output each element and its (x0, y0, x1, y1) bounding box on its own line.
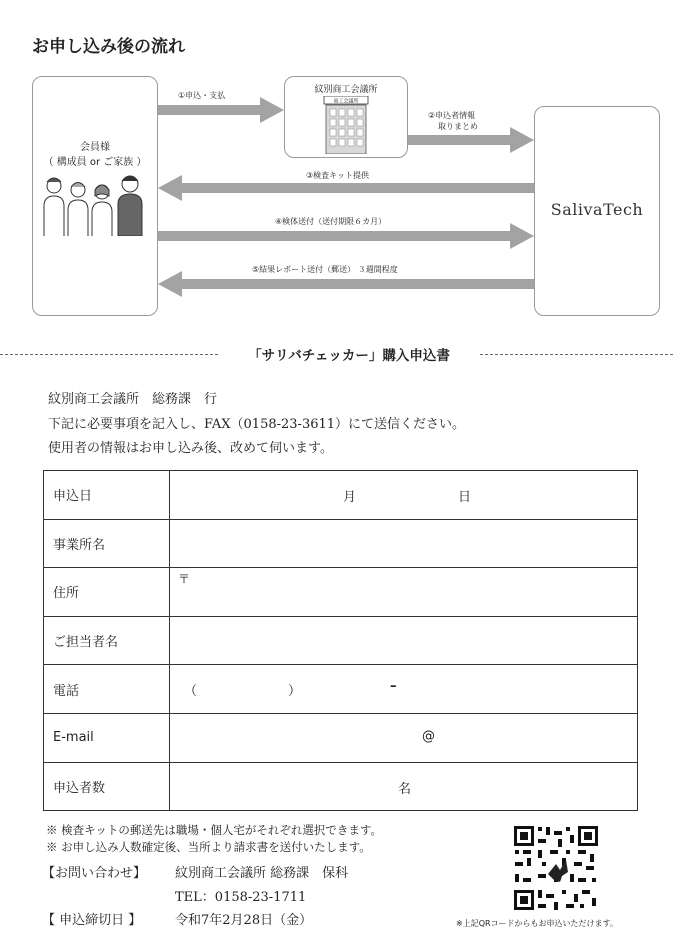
step3-label: ③検査キット提供 (306, 171, 370, 180)
contact-person-field[interactable] (170, 616, 638, 665)
row-label-phone: 電話 (44, 665, 170, 714)
email-at: @ (422, 728, 435, 744)
applicant-count-field[interactable] (170, 762, 638, 811)
row-label-applicants: 申込者数 (44, 762, 170, 811)
day-unit: 日 (458, 490, 472, 505)
row-label-contact-person: ご担当者名 (44, 616, 170, 665)
qr-code-image[interactable] (512, 824, 600, 912)
step5-label: ⑤結果レポート送付（郵送） ３週間程度 (252, 265, 398, 274)
contact-label: 【お問い合わせ】 (42, 866, 147, 881)
address-field[interactable] (170, 568, 638, 617)
date-field[interactable] (170, 471, 638, 520)
step2-label-line1: ②申込者情報 (428, 111, 476, 120)
flow-arrows (0, 0, 673, 330)
row-label-date: 申込日 (44, 471, 170, 520)
addressee-line: 紋別商工会議所 総務課 行 (48, 392, 218, 407)
deadline-date: 令和7年2月28日（金） (175, 913, 313, 928)
building-sign: 商工会議所 (333, 98, 359, 105)
note-invoice: ※ お申し込み人数確定後、当所より請求書を送付いたします。 (46, 840, 371, 854)
business-name-field[interactable] (170, 519, 638, 568)
form-title: 「サリバチェッカー」購入申込書 (220, 344, 478, 364)
phone-dash: – (390, 679, 397, 695)
step4-label: ④検体送付（送付期限６カ月） (275, 217, 387, 226)
phone-paren-close: ） (288, 684, 302, 700)
person-unit: 名 (398, 781, 412, 797)
row-label-email: E-mail (44, 713, 170, 762)
info-line: 使用者の情報はお申し込み後、改めて伺います。 (48, 441, 333, 456)
page-title: お申し込み後の流れ (32, 37, 185, 57)
step1-label: ①申込・支払 (178, 91, 226, 100)
step2-label-line2: 取りまとめ (438, 122, 478, 131)
member-label-line2: （ 構成員 or ご家族 ） (43, 157, 147, 168)
step2-label (428, 110, 478, 132)
email-field[interactable] (170, 713, 638, 762)
month-unit: 月 (343, 490, 357, 505)
application-form-table (43, 470, 638, 811)
contact-tel: TEL：0158-23-1711 (175, 890, 307, 905)
row-label-address: 住所 (44, 568, 170, 617)
member-label-line1: 会員様 (80, 142, 110, 153)
phone-paren-open: （ (184, 684, 198, 700)
table-row (44, 762, 638, 811)
table-row (44, 471, 638, 520)
note-shipping: ※ 検査キットの郵送先は職場・個人宅がそれぞれ選択できます。 (46, 823, 383, 837)
phone-field[interactable] (170, 665, 638, 714)
table-row (44, 713, 638, 762)
table-row (44, 568, 638, 617)
table-row (44, 519, 638, 568)
postal-mark: 〒 (178, 572, 191, 587)
qr-note: ※上記QRコードからもお申込いただけます。 (456, 919, 618, 928)
chamber-label: 紋別商工会議所 (314, 85, 378, 95)
instruction-line: 下記に必要事項を記入し、FAX（0158-23-3611）にて送信ください。 (48, 417, 466, 432)
table-row (44, 616, 638, 665)
deadline-label: 【 申込締切日 】 (42, 913, 142, 928)
salivatech-logo: SalivaTech (550, 200, 644, 219)
contact-org: 紋別商工会議所 総務課 保科 (175, 866, 349, 881)
row-label-business: 事業所名 (44, 519, 170, 568)
table-row (44, 665, 638, 714)
